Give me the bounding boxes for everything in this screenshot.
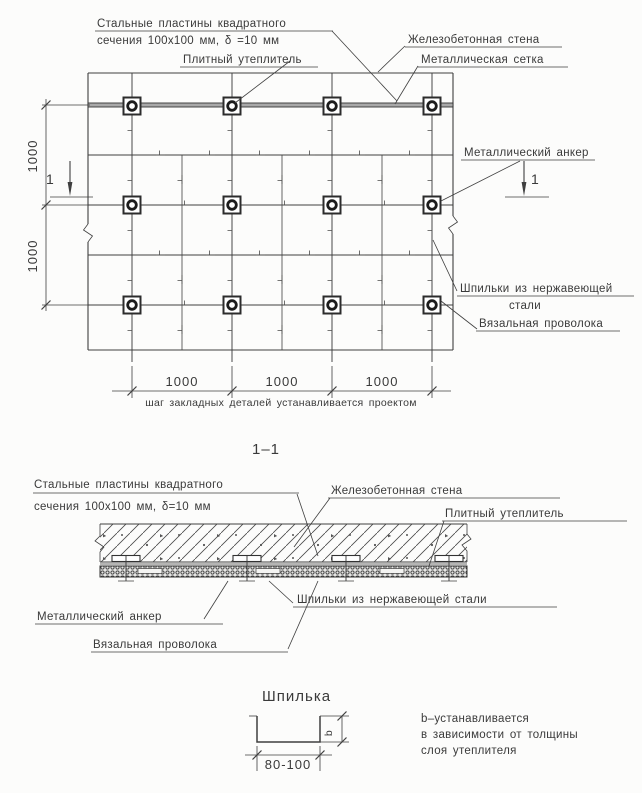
section-label-steel-plates-line1: Стальные пластины квадратного (34, 479, 224, 491)
metal-mesh-line (88, 103, 453, 107)
plan-label-studs-line2: стали (509, 300, 541, 312)
dim-1000-c: 1000 (365, 374, 399, 389)
plan-view (25, 18, 634, 409)
insulation-band (100, 564, 467, 577)
section-label-binding-wire: Вязальная проволока (93, 639, 218, 651)
plan-label-binding-wire: Вязальная проволока (479, 318, 604, 330)
dim-width-label: 80-100 (264, 757, 312, 772)
plan-label-metal-mesh: Металлическая сетка (421, 54, 544, 66)
concrete-band (95, 524, 471, 562)
plan-label-metal-anchor: Металлический анкер (464, 147, 589, 159)
detail-note-line1: b–устанавливается (421, 713, 530, 725)
dim-1000-b: 1000 (265, 374, 299, 389)
wire-tie-ticks (128, 125, 433, 334)
dim-1000-v2: 1000 (25, 239, 40, 273)
stud-detail (245, 688, 578, 772)
dim-1000-v1: 1000 (25, 139, 40, 173)
section-label-steel-plates-line2: сечения 100x100 мм, δ=10 мм (34, 501, 211, 513)
dim-caption: шаг закладных деталей устанавливается проектом (145, 397, 417, 409)
dim-b-label: b (323, 729, 335, 737)
vertical-dimension (25, 99, 90, 311)
section-marker-left-label: 1 (46, 171, 55, 187)
stud-shape (257, 716, 320, 742)
detail-dim-b (320, 712, 349, 747)
section-label-studs: Шпильки из нержавеющей стали (297, 594, 487, 606)
section-label-concrete-wall: Железобетонная стена (331, 485, 463, 497)
detail-note-line2: в зависимости от толщины (421, 729, 578, 741)
plan-label-steel-plates-line1: Стальные пластины квадратного (97, 18, 287, 30)
detail-note-line3: слоя утеплителя (421, 745, 517, 757)
section-marker-right-label: 1 (531, 171, 540, 187)
detail-dim-width (245, 746, 332, 772)
plan-label-studs-line1: Шпильки из нержавеющей (460, 283, 613, 295)
section-label-insulation: Плитный утеплитель (445, 508, 564, 520)
section-marker-right (505, 161, 549, 197)
plan-label-insulation: Плитный утеплитель (183, 54, 302, 66)
section-label-metal-anchor: Металлический анкер (37, 611, 162, 623)
plan-label-steel-plates-line2: сечения 100x100 мм, δ =10 мм (97, 35, 280, 47)
section-marker-left (46, 161, 93, 197)
section-title: 1–1 (251, 441, 281, 458)
section-view (33, 441, 627, 652)
plan-label-concrete-wall: Железобетонная стена (408, 34, 540, 46)
section-lower-leaders (204, 581, 318, 649)
horizontal-dimension (112, 366, 451, 409)
dim-1000-a: 1000 (165, 374, 199, 389)
stud-lines (132, 73, 432, 362)
detail-title: Шпилька (262, 688, 332, 705)
panel-joint-lines (88, 155, 453, 305)
